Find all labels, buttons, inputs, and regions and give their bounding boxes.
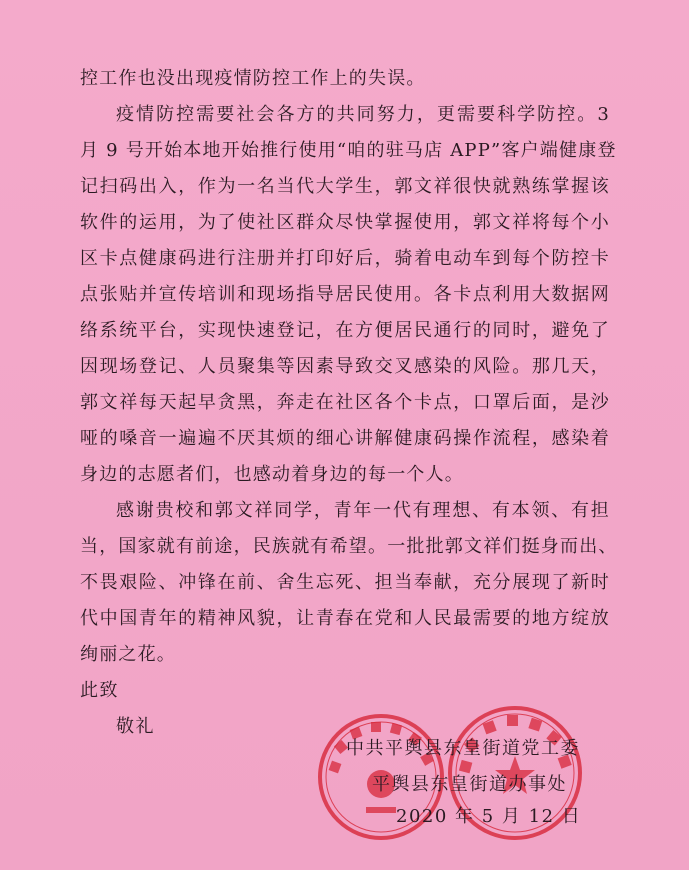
letter-date: 2020 年 5 月 12 日 xyxy=(396,806,582,827)
salutation: 此致 xyxy=(80,680,119,701)
paragraph-line: 区卡点健康码进行注册并打印好后，骑着电动车到每个防控卡 xyxy=(80,248,610,269)
signing-org-party-committee: 中共平舆县东皇街道党工委 xyxy=(346,738,580,759)
paragraph-line: 月 9 号开始本地开始推行使用“咱的驻马店 APP”客户端健康登 xyxy=(80,140,617,161)
paragraph-line: 点张贴并宣传培训和现场指导居民使用。各卡点利用大数据网 xyxy=(80,284,610,305)
paragraph-line: 疫情防控需要社会各方的共同努力，更需要科学防控。3 xyxy=(116,104,610,125)
paragraph-line: 因现场登记、人员聚集等因素导致交叉感染的风险。那几天， xyxy=(80,356,610,377)
paragraph-line: 代中国青年的精神风貌，让青春在党和人民最需要的地方绽放 xyxy=(80,608,610,629)
paragraph-line: 当，国家就有前途，民族就有希望。一批批郭文祥们挺身而出、 xyxy=(80,536,618,557)
paragraph-line: 身边的志愿者们，也感动着身边的每一个人。 xyxy=(80,464,464,485)
signing-org-office: 平舆县东皇街道办事处 xyxy=(372,774,567,795)
paragraph-line: 绚丽之花。 xyxy=(80,644,176,665)
paragraph-line: 郭文祥每天起早贪黑，奔走在社区各个卡点，口罩后面，是沙 xyxy=(80,392,610,413)
paragraph-line: 感谢贵校和郭文祥同学，青年一代有理想、有本领、有担 xyxy=(116,500,610,521)
paragraph-line: 哑的嗓音一遍遍不厌其烦的细心讲解健康码操作流程，感染着 xyxy=(80,428,610,449)
paragraph-line: 软件的运用，为了使社区群众尽快掌握使用，郭文祥将每个小 xyxy=(80,212,610,233)
regards: 敬礼 xyxy=(116,716,155,737)
paragraph-line: 记扫码出入，作为一名当代大学生，郭文祥很快就熟练掌握该 xyxy=(80,176,610,197)
paragraph-line: 不畏艰险、冲锋在前、舍生忘死、担当奉献，充分展现了新时 xyxy=(80,572,610,593)
paragraph-line: 络系统平台，实现快速登记，在方便居民通行的同时，避免了 xyxy=(80,320,610,341)
paragraph-line: 控工作也没出现疫情防控工作上的失误。 xyxy=(80,68,426,89)
